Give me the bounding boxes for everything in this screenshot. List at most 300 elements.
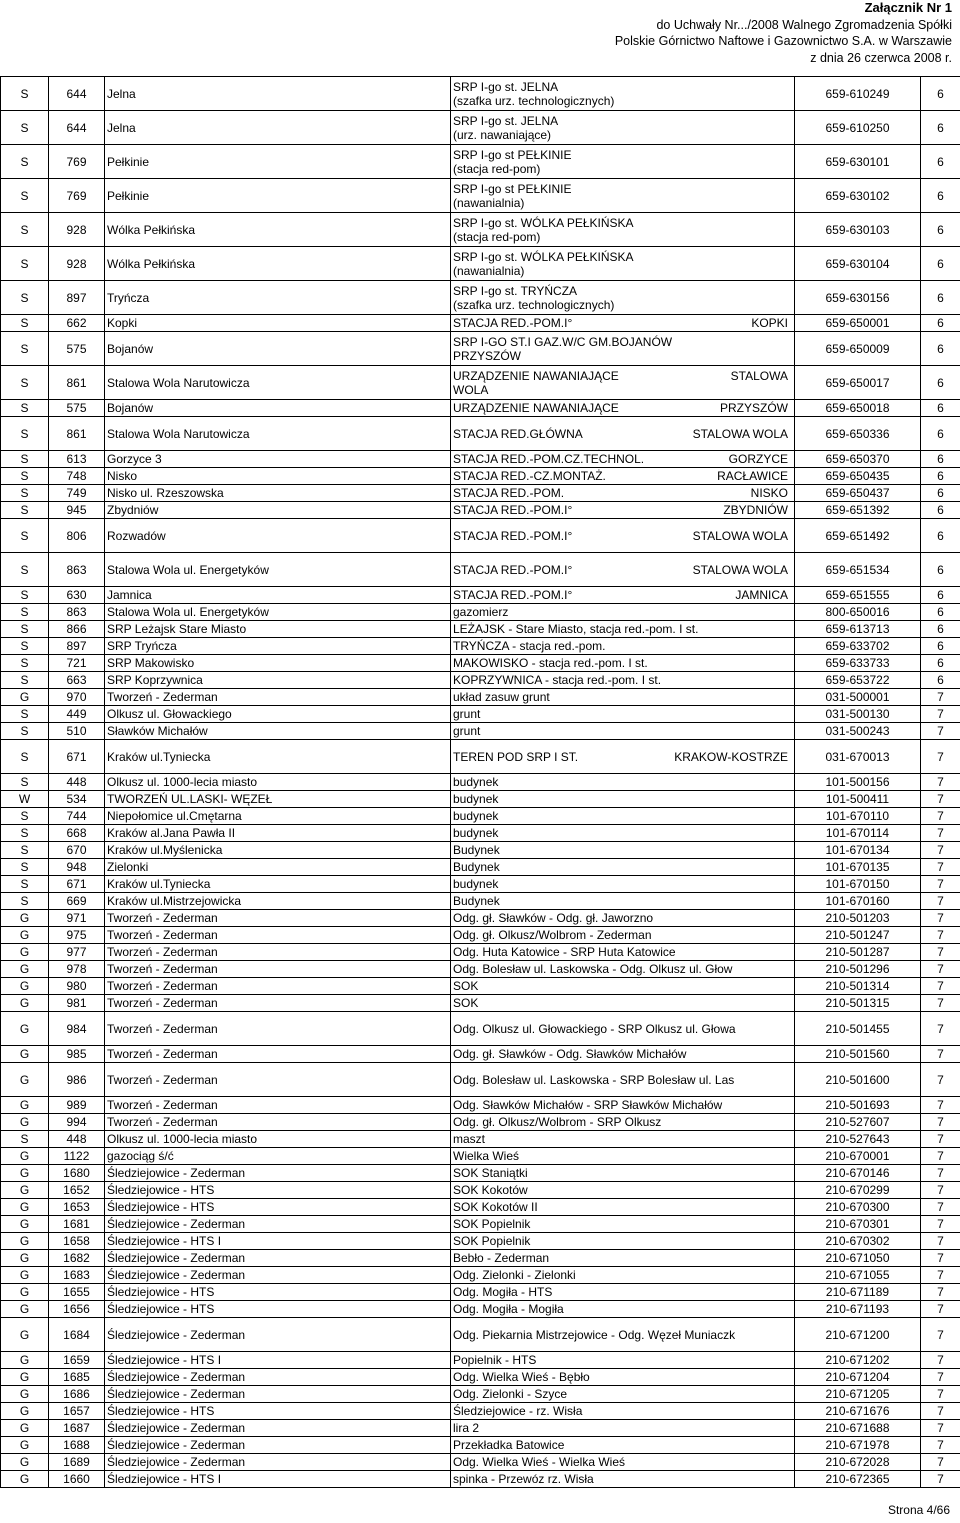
- location-cell: Tworzeń - Zederman: [105, 927, 451, 944]
- number-cell: 866: [49, 621, 105, 638]
- code-cell: 101-670150: [795, 876, 921, 893]
- number-cell: 671: [49, 876, 105, 893]
- table-row: [1, 1114, 960, 1131]
- description-line: Wielka Wieś: [453, 1149, 520, 1163]
- code-cell: 210-501287: [795, 944, 921, 961]
- type-cell: G: [1, 944, 49, 961]
- description-line: TEREN POD SRP I ST.: [453, 749, 579, 764]
- description-cell: [451, 672, 795, 689]
- description-line: Budynek: [453, 894, 500, 908]
- code-cell: 210-501247: [795, 927, 921, 944]
- location-cell: Śledziejowice - Zederman: [105, 1369, 451, 1386]
- location-cell: Bojanów: [105, 332, 451, 366]
- description-cell: [451, 1403, 795, 1420]
- code-cell: 659-650370: [795, 451, 921, 468]
- table-row: [1, 621, 960, 638]
- description-cell: [451, 1454, 795, 1471]
- code-cell: 659-650001: [795, 315, 921, 332]
- code-cell: 659-633702: [795, 638, 921, 655]
- type-cell: S: [1, 655, 49, 672]
- category-cell: 7: [921, 1471, 960, 1488]
- location-cell: SRP Leżajsk Stare Miasto: [105, 621, 451, 638]
- description-cell: [451, 468, 795, 485]
- description-cell: [451, 706, 795, 723]
- table-row: [1, 1012, 960, 1046]
- location-cell: Kraków ul.Tyniecka: [105, 876, 451, 893]
- location-cell: Śledziejowice - HTS I: [105, 1352, 451, 1369]
- category-cell: 7: [921, 1369, 960, 1386]
- description-cell: [451, 825, 795, 842]
- description-line: STACJA RED.-POM.I°: [453, 588, 573, 602]
- description-cell: [451, 689, 795, 706]
- description-line: Budynek: [453, 860, 500, 874]
- type-cell: G: [1, 1403, 49, 1420]
- description-line: SOK: [453, 979, 479, 993]
- location-cell: Śledziejowice - Zederman: [105, 1216, 451, 1233]
- number-cell: 978: [49, 961, 105, 978]
- number-cell: 669: [49, 893, 105, 910]
- description-line: Przekładka Batowice: [453, 1438, 565, 1452]
- type-cell: G: [1, 1148, 49, 1165]
- page-number: Strona 4/66: [887, 1503, 950, 1517]
- number-cell: 1682: [49, 1250, 105, 1267]
- category-cell: 7: [921, 859, 960, 876]
- code-cell: 210-671202: [795, 1352, 921, 1369]
- type-cell: S: [1, 859, 49, 876]
- type-cell: S: [1, 553, 49, 587]
- description-line: URZĄDZENIE NAWANIAJĄCE: [453, 401, 619, 415]
- description-cell: [451, 1114, 795, 1131]
- description-cell: [451, 604, 795, 621]
- type-cell: S: [1, 468, 49, 485]
- code-cell: 210-501600: [795, 1063, 921, 1097]
- description-line: Odg. Piekarnia Mistrzejowice - Odg. Węzeł Muniaczk: [453, 1327, 736, 1342]
- table-row: [1, 1284, 960, 1301]
- description-line: SRP I-go st. WÓLKA PEŁKIŃSKA: [453, 215, 634, 230]
- location-cell: SRP Tryńcza: [105, 638, 451, 655]
- description-cell: [451, 1386, 795, 1403]
- location-cell: Olkusz ul. Głowackiego: [105, 706, 451, 723]
- description-cell: [451, 1012, 795, 1046]
- code-cell: 659-651392: [795, 502, 921, 519]
- table-row: [1, 315, 960, 332]
- type-cell: G: [1, 1063, 49, 1097]
- type-cell: G: [1, 995, 49, 1012]
- code-cell: 210-501315: [795, 995, 921, 1012]
- description-line: MAKOWISKO - stacja red.-pom. I st.: [453, 656, 648, 670]
- description-line: grunt: [453, 724, 481, 738]
- location-cell: Stalowa Wola Narutowicza: [105, 417, 451, 451]
- code-cell: 031-500130: [795, 706, 921, 723]
- category-cell: 6: [921, 332, 960, 366]
- code-cell: 210-671055: [795, 1267, 921, 1284]
- number-cell: 1689: [49, 1454, 105, 1471]
- description-place: GORZYCE: [728, 452, 788, 466]
- type-cell: S: [1, 417, 49, 451]
- description-line: TRYŃCZA - stacja red.-pom.: [453, 639, 606, 653]
- description-line: budynek: [453, 877, 499, 891]
- type-cell: G: [1, 1097, 49, 1114]
- number-cell: 721: [49, 655, 105, 672]
- code-cell: 800-650016: [795, 604, 921, 621]
- category-cell: 7: [921, 1318, 960, 1352]
- type-cell: G: [1, 1369, 49, 1386]
- code-cell: 659-650437: [795, 485, 921, 502]
- category-cell: 6: [921, 519, 960, 553]
- description-line: budynek: [453, 792, 499, 806]
- number-cell: 448: [49, 1131, 105, 1148]
- description-line: URZĄDZENIE NAWANIAJĄCE: [453, 368, 619, 383]
- table-row: [1, 213, 960, 247]
- description-line: Budynek: [453, 843, 500, 857]
- description-cell: [451, 978, 795, 995]
- location-cell: Jamnica: [105, 587, 451, 604]
- description-cell: [451, 791, 795, 808]
- table-row: [1, 638, 960, 655]
- number-cell: 1683: [49, 1267, 105, 1284]
- number-cell: 510: [49, 723, 105, 740]
- type-cell: G: [1, 1284, 49, 1301]
- number-cell: 630: [49, 587, 105, 604]
- type-cell: G: [1, 689, 49, 706]
- category-cell: 7: [921, 1114, 960, 1131]
- type-cell: G: [1, 1250, 49, 1267]
- type-cell: S: [1, 145, 49, 179]
- location-cell: Śledziejowice - HTS: [105, 1301, 451, 1318]
- location-cell: Tworzeń - Zederman: [105, 1012, 451, 1046]
- number-cell: 971: [49, 910, 105, 927]
- location-cell: Kraków ul.Myślenicka: [105, 842, 451, 859]
- description-line-2: (nawanialnia): [453, 263, 525, 278]
- type-cell: G: [1, 1386, 49, 1403]
- type-cell: S: [1, 247, 49, 281]
- location-cell: Tworzeń - Zederman: [105, 1114, 451, 1131]
- type-cell: S: [1, 604, 49, 621]
- description-line-2: (szafka urz. technologicznych): [453, 297, 615, 312]
- number-cell: 1655: [49, 1284, 105, 1301]
- number-cell: 671: [49, 740, 105, 774]
- code-cell: 101-500156: [795, 774, 921, 791]
- number-cell: 1652: [49, 1182, 105, 1199]
- description-place: STALOWA WOLA: [692, 528, 788, 543]
- code-cell: 210-670302: [795, 1233, 921, 1250]
- type-cell: G: [1, 1318, 49, 1352]
- location-cell: Tworzeń - Zederman: [105, 1063, 451, 1097]
- description-cell: [451, 451, 795, 468]
- type-cell: G: [1, 1012, 49, 1046]
- description-line: STACJA RED.-POM.I°: [453, 503, 573, 517]
- table-row: [1, 825, 960, 842]
- code-cell: 101-500411: [795, 791, 921, 808]
- category-cell: 7: [921, 1267, 960, 1284]
- type-cell: S: [1, 672, 49, 689]
- category-cell: 7: [921, 978, 960, 995]
- number-cell: 928: [49, 213, 105, 247]
- description-line: lira 2: [453, 1421, 480, 1435]
- description-line: spinka - Przewóz rz. Wisła: [453, 1472, 594, 1486]
- code-cell: 210-671688: [795, 1420, 921, 1437]
- category-cell: 6: [921, 179, 960, 213]
- location-cell: Gorzyce 3: [105, 451, 451, 468]
- location-cell: Śledziejowice - HTS I: [105, 1233, 451, 1250]
- location-cell: Jelna: [105, 77, 451, 111]
- type-cell: G: [1, 910, 49, 927]
- category-cell: 6: [921, 145, 960, 179]
- table-row: [1, 451, 960, 468]
- description-cell: [451, 315, 795, 332]
- description-cell: [451, 910, 795, 927]
- category-cell: 7: [921, 1233, 960, 1250]
- table-row: [1, 1233, 960, 1250]
- description-cell: [451, 400, 795, 417]
- category-cell: 6: [921, 213, 960, 247]
- description-cell: [451, 1301, 795, 1318]
- code-cell: 210-671189: [795, 1284, 921, 1301]
- code-cell: 210-501314: [795, 978, 921, 995]
- number-cell: 1660: [49, 1471, 105, 1488]
- description-line: SRP I-go st. WÓLKA PEŁKIŃSKA: [453, 249, 634, 264]
- table-row: [1, 1046, 960, 1063]
- location-cell: Śledziejowice - Zederman: [105, 1250, 451, 1267]
- description-place: JAMNICA: [735, 588, 788, 602]
- table-row: [1, 1420, 960, 1437]
- type-cell: S: [1, 774, 49, 791]
- category-cell: 7: [921, 1250, 960, 1267]
- code-cell: 659-633733: [795, 655, 921, 672]
- description-cell: [451, 1250, 795, 1267]
- category-cell: 6: [921, 400, 960, 417]
- location-cell: Sławków Michałów: [105, 723, 451, 740]
- description-place: STALOWA WOLA: [692, 426, 788, 441]
- category-cell: 6: [921, 655, 960, 672]
- description-line: Śledziejowice - rz. Wisła: [453, 1404, 583, 1418]
- description-cell: [451, 332, 795, 366]
- code-cell: 659-653722: [795, 672, 921, 689]
- location-cell: Śledziejowice - Zederman: [105, 1386, 451, 1403]
- number-cell: 975: [49, 927, 105, 944]
- number-cell: 1653: [49, 1199, 105, 1216]
- code-cell: 659-613713: [795, 621, 921, 638]
- type-cell: S: [1, 519, 49, 553]
- code-cell: 210-671204: [795, 1369, 921, 1386]
- number-cell: 897: [49, 281, 105, 315]
- description-cell: [451, 247, 795, 281]
- number-cell: 861: [49, 417, 105, 451]
- type-cell: G: [1, 1216, 49, 1233]
- table-row: [1, 1369, 960, 1386]
- category-cell: 7: [921, 1165, 960, 1182]
- location-cell: Nisko: [105, 468, 451, 485]
- description-cell: [451, 417, 795, 451]
- number-cell: 1684: [49, 1318, 105, 1352]
- category-cell: 7: [921, 791, 960, 808]
- description-line: budynek: [453, 809, 499, 823]
- type-cell: S: [1, 842, 49, 859]
- code-cell: 659-651492: [795, 519, 921, 553]
- type-cell: G: [1, 927, 49, 944]
- number-cell: 1657: [49, 1403, 105, 1420]
- description-line: SOK: [453, 996, 479, 1010]
- number-cell: 948: [49, 859, 105, 876]
- number-cell: 985: [49, 1046, 105, 1063]
- asset-table: [0, 76, 960, 1488]
- description-cell: [451, 145, 795, 179]
- category-cell: 7: [921, 1216, 960, 1233]
- code-cell: 210-671200: [795, 1318, 921, 1352]
- table-row: [1, 740, 960, 774]
- table-row: [1, 145, 960, 179]
- code-cell: 210-501455: [795, 1012, 921, 1046]
- table-row: [1, 808, 960, 825]
- description-cell: [451, 1097, 795, 1114]
- table-row: [1, 247, 960, 281]
- table-row: [1, 774, 960, 791]
- category-cell: 7: [921, 944, 960, 961]
- description-cell: [451, 655, 795, 672]
- category-cell: 7: [921, 1352, 960, 1369]
- category-cell: 6: [921, 111, 960, 145]
- category-cell: 7: [921, 808, 960, 825]
- category-cell: 7: [921, 910, 960, 927]
- description-cell: [451, 1233, 795, 1250]
- table-row: [1, 77, 960, 111]
- category-cell: 7: [921, 740, 960, 774]
- description-line: STACJA RED.-POM.I°: [453, 528, 573, 543]
- category-cell: 7: [921, 1063, 960, 1097]
- type-cell: G: [1, 1046, 49, 1063]
- location-cell: Stalowa Wola Narutowicza: [105, 366, 451, 400]
- location-cell: Śledziejowice - Zederman: [105, 1318, 451, 1352]
- table-row: [1, 1148, 960, 1165]
- number-cell: 863: [49, 604, 105, 621]
- table-row: [1, 927, 960, 944]
- type-cell: S: [1, 179, 49, 213]
- description-line: LEŻAJSK - Stare Miasto, stacja red.-pom. I st.: [453, 622, 699, 636]
- number-cell: 863: [49, 553, 105, 587]
- description-cell: [451, 944, 795, 961]
- code-cell: 210-672028: [795, 1454, 921, 1471]
- category-cell: 7: [921, 1131, 960, 1148]
- description-line: SRP I-go st PEŁKINIE: [453, 181, 572, 196]
- code-cell: 210-501296: [795, 961, 921, 978]
- category-cell: 7: [921, 1097, 960, 1114]
- code-cell: 031-500243: [795, 723, 921, 740]
- location-cell: Pełkinie: [105, 145, 451, 179]
- description-line-2: (stacja red-pom): [453, 229, 541, 244]
- table-row: [1, 961, 960, 978]
- number-cell: 1659: [49, 1352, 105, 1369]
- location-cell: SRP Koprzywnica: [105, 672, 451, 689]
- type-cell: S: [1, 808, 49, 825]
- number-cell: 897: [49, 638, 105, 655]
- table-row: [1, 281, 960, 315]
- type-cell: S: [1, 451, 49, 468]
- description-line: Odg. Sławków Michałów - SRP Sławków Michałów: [453, 1098, 723, 1112]
- table-row: [1, 332, 960, 366]
- code-cell: 101-670134: [795, 842, 921, 859]
- code-cell: 210-671205: [795, 1386, 921, 1403]
- description-line: SRP I-go st. TRYŃCZA: [453, 283, 578, 298]
- description-cell: [451, 842, 795, 859]
- number-cell: 744: [49, 808, 105, 825]
- description-place: KRAKOW-KOSTRZE: [674, 749, 788, 764]
- table-row: [1, 587, 960, 604]
- description-cell: [451, 1199, 795, 1216]
- number-cell: 534: [49, 791, 105, 808]
- category-cell: 6: [921, 672, 960, 689]
- category-cell: 7: [921, 876, 960, 893]
- number-cell: 1685: [49, 1369, 105, 1386]
- location-cell: Kraków al.Jana Pawła II: [105, 825, 451, 842]
- code-cell: 210-672365: [795, 1471, 921, 1488]
- code-cell: 101-670135: [795, 859, 921, 876]
- table-row: [1, 689, 960, 706]
- location-cell: Tworzeń - Zederman: [105, 910, 451, 927]
- number-cell: 668: [49, 825, 105, 842]
- type-cell: G: [1, 1301, 49, 1318]
- table-row: [1, 876, 960, 893]
- category-cell: 7: [921, 1284, 960, 1301]
- type-cell: G: [1, 1437, 49, 1454]
- table-row: [1, 502, 960, 519]
- table-row: [1, 111, 960, 145]
- location-cell: Niepołomice ul.Cmętarna: [105, 808, 451, 825]
- description-line: grunt: [453, 707, 481, 721]
- annex-title: Załącznik Nr 1: [864, 0, 952, 15]
- category-cell: 7: [921, 1454, 960, 1471]
- category-cell: 6: [921, 451, 960, 468]
- code-cell: 659-650017: [795, 366, 921, 400]
- table-row: [1, 706, 960, 723]
- description-line: SRP I-go st. JELNA: [453, 79, 559, 94]
- location-cell: Zbydniów: [105, 502, 451, 519]
- location-cell: Olkusz ul. 1000-lecia miasto: [105, 1131, 451, 1148]
- location-cell: Stalowa Wola ul. Energetyków: [105, 604, 451, 621]
- category-cell: 6: [921, 485, 960, 502]
- description-line: SOK Kokotów II: [453, 1200, 538, 1214]
- table-row: [1, 1318, 960, 1352]
- code-cell: 659-630103: [795, 213, 921, 247]
- category-cell: 7: [921, 1403, 960, 1420]
- description-place: STALOWA: [730, 368, 788, 383]
- description-cell: [451, 1437, 795, 1454]
- code-cell: 101-670114: [795, 825, 921, 842]
- category-cell: 7: [921, 961, 960, 978]
- type-cell: S: [1, 1131, 49, 1148]
- location-cell: Wólka Pełkińska: [105, 247, 451, 281]
- category-cell: 7: [921, 927, 960, 944]
- description-cell: [451, 213, 795, 247]
- category-cell: 6: [921, 621, 960, 638]
- category-cell: 7: [921, 1386, 960, 1403]
- type-cell: G: [1, 978, 49, 995]
- description-cell: [451, 1267, 795, 1284]
- table-row: [1, 604, 960, 621]
- description-line: Odg. Mogiła - Mogiła: [453, 1302, 564, 1316]
- code-cell: 210-527643: [795, 1131, 921, 1148]
- code-cell: 210-527607: [795, 1114, 921, 1131]
- description-line: budynek: [453, 826, 499, 840]
- type-cell: S: [1, 587, 49, 604]
- description-cell: [451, 808, 795, 825]
- table-row: [1, 655, 960, 672]
- description-cell: [451, 587, 795, 604]
- type-cell: G: [1, 1114, 49, 1131]
- description-cell: [451, 1148, 795, 1165]
- description-line: SOK Staniątki: [453, 1166, 528, 1180]
- location-cell: Śledziejowice - HTS I: [105, 1471, 451, 1488]
- description-place: KOPKI: [751, 316, 788, 330]
